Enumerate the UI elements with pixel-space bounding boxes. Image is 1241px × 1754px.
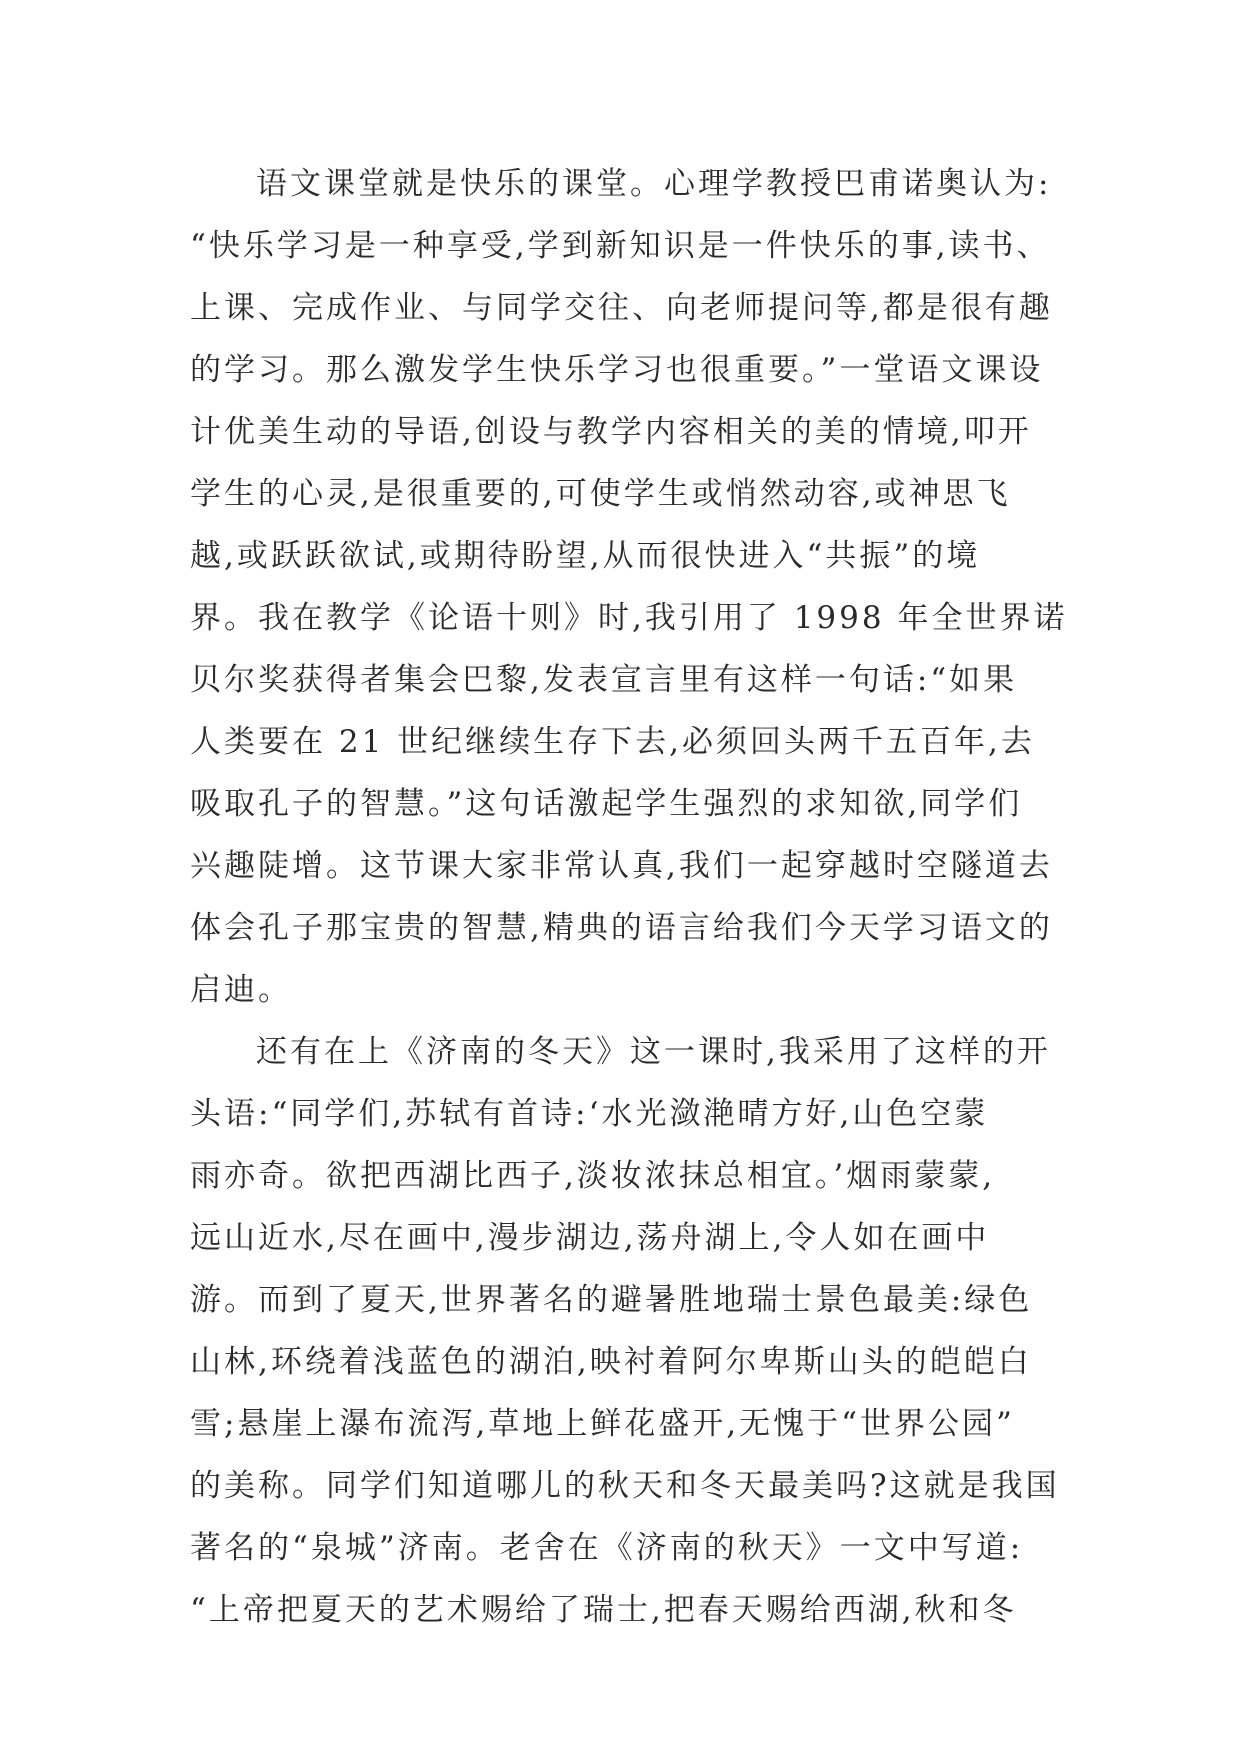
text-line: 人类要在 21 世纪继续生存下去,必须回头两千五百年,去 — [190, 724, 1035, 760]
paragraph-1 — [190, 160, 1068, 1028]
text-line: 贝尔奖获得者集会巴黎,发表宣言里有这样一句话:“如果 — [190, 662, 1018, 698]
text-line: 雨亦奇。欲把西湖比西子,淡妆浓抹总相宜。’烟雨蒙蒙, — [190, 1158, 996, 1194]
text-line: 学生的心灵,是很重要的,可使学生或悄然动容,或神思飞 — [190, 476, 1011, 512]
text-line: 雪;悬崖上瀑布流泻,草地上鲜花盛开,无愧于“世界公园” — [190, 1406, 1015, 1442]
text-line: 的美称。同学们知道哪儿的秋天和冬天最美吗?这就是我国 — [190, 1468, 1060, 1504]
body-text — [190, 160, 1068, 1648]
text-line: “快乐学习是一种享受,学到新知识是一件快乐的事,读书、 — [190, 228, 1051, 264]
text-line: 上课、完成作业、与同学交往、向老师提问等,都是很有趣 — [190, 290, 1053, 326]
text-line: 头语:“同学们,苏轼有首诗:‘水光潋滟晴方好,山色空蒙 — [190, 1096, 989, 1132]
text-line: 越,或跃跃欲试,或期待盼望,从而很快进入“共振”的境 — [190, 538, 981, 574]
text-line: 著名的“泉城”济南。老舍在《济南的秋天》一文中写道: — [190, 1530, 1024, 1566]
text-line: 兴趣陡增。这节课大家非常认真,我们一起穿越时空隧道去 — [190, 848, 1053, 884]
text-line: “上帝把夏天的艺术赐给了瑞士,把春天赐给西湖,秋和冬 — [190, 1592, 1017, 1628]
text-line: 计优美生动的导语,创设与教学内容相关的美的情境,叩开 — [190, 414, 1032, 450]
text-line: 界。我在教学《论语十则》时,我引用了 1998 年全世界诺 — [190, 600, 1068, 636]
text-line: 还有在上《济南的冬天》这一课时,我采用了这样的开 — [256, 1034, 1051, 1070]
text-line: 游。而到了夏天,世界著名的避暑胜地瑞士景色最美:绿色 — [190, 1282, 1033, 1318]
text-line: 的学习。那么激发学生快乐学习也很重要。”一堂语文课设 — [190, 352, 1044, 388]
text-line: 语文课堂就是快乐的课堂。心理学教授巴甫诺奥认为: — [256, 166, 1052, 202]
text-line: 远山近水,尽在画中,漫步湖边,荡舟湖上,令人如在画中 — [190, 1220, 990, 1256]
text-line: 启迪。 — [190, 972, 292, 1008]
text-line: 山林,环绕着浅蓝色的湖泊,映衬着阿尔卑斯山头的皑皑白 — [190, 1344, 1032, 1380]
text-line: 吸取孔子的智慧。”这句话激起学生强烈的求知欲,同学们 — [190, 786, 1023, 822]
text-line: 体会孔子那宝贵的智慧,精典的语言给我们今天学习语文的 — [190, 910, 1053, 946]
paragraph-2 — [190, 1028, 1060, 1648]
